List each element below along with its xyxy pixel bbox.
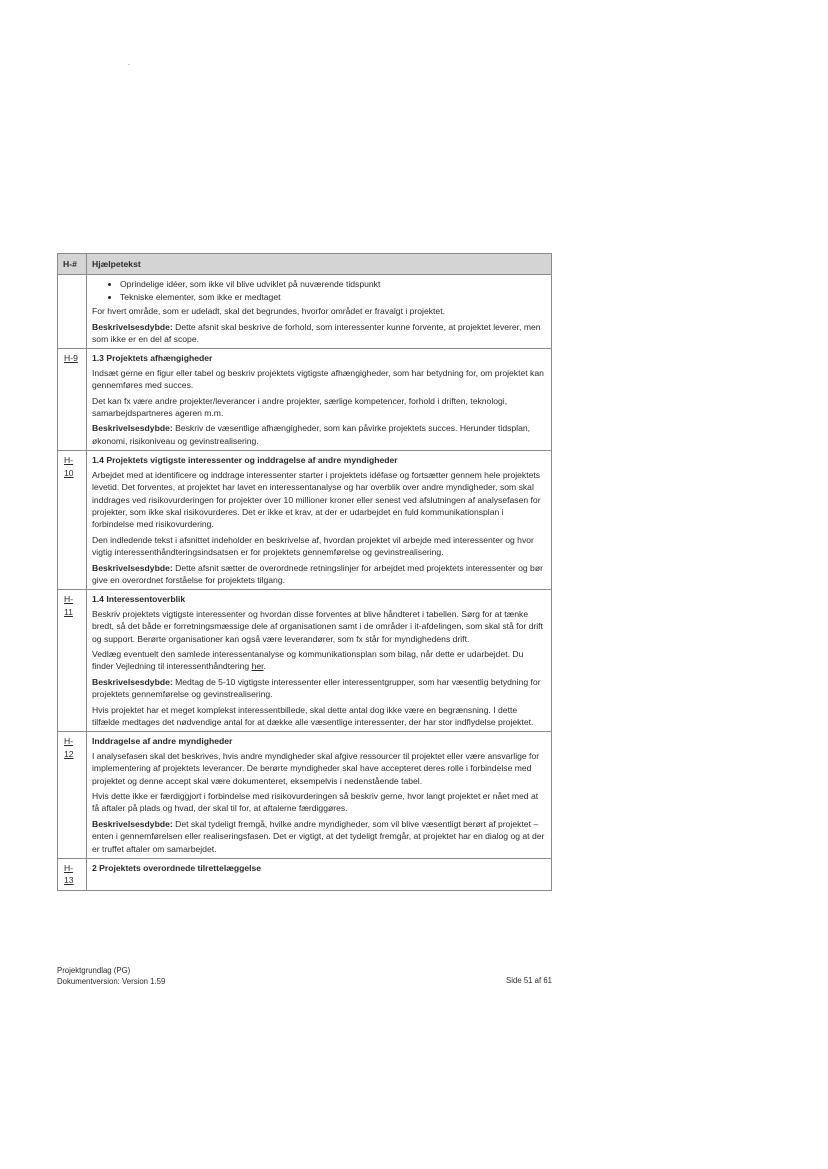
guide-link[interactable]: her	[251, 661, 264, 672]
paragraph: Den indledende tekst i afsnittet indeholder en beskrivelse af, hvordan projektet vil arbejde med interessenter og hvor vigtig interessenthåndteringsindsatsen er for projektets gennemførelse og gevinstrealisering.	[92, 534, 534, 558]
row-content	[87, 349, 552, 451]
table-row	[58, 349, 552, 451]
table-row	[58, 732, 552, 859]
row-id-link: H-13	[64, 863, 74, 886]
paragraph	[92, 676, 546, 701]
section-title: 1.4 Projektets vigtigste interessenter og inddragelse af andre myndigheder	[92, 455, 398, 466]
footer-page-number: Side 51 af 61	[506, 976, 552, 985]
depth-label: Beskrivelsesdybde:	[92, 321, 173, 332]
row-id	[58, 590, 87, 732]
paragraph: For hvert område, som er udeladt, skal det begrundes, hvorfor området er fravalgt i projektet.	[92, 306, 445, 317]
depth-label: Beskrivelsesdybde:	[92, 676, 173, 687]
paragraph	[92, 422, 546, 447]
paragraph: Hvis dette ikke er færdiggjort i forbindelse med risikovurderingen så beskriv gerne, hvor langt projektet er nået med at få aftaler på plads og hvad, der skal til for, at aftalerne færdiggøres.	[92, 791, 539, 814]
row-content	[87, 451, 552, 590]
header-id: H-#	[58, 254, 87, 275]
paragraph: Det kan fx være andre projekter/leverancer i andre projekter, særlige kompetencer, forhold i driften, teknologi, samarbejdspartneres ageren m.m.	[92, 395, 508, 419]
row-id-empty	[58, 275, 87, 349]
footer-doc-name: Projektgrundlag (PG)	[57, 966, 131, 975]
row-id-link: H-10	[64, 455, 74, 478]
footer-doc-version: Dokumentversion: Version 1.59	[57, 977, 166, 986]
table-row	[58, 859, 552, 891]
paragraph: Indsæt gerne en figur eller tabel og beskriv projektets vigtigste afhængigheder, som har betydning for, om projektet kan gennemføres med succes.	[92, 367, 544, 391]
table-row	[58, 275, 552, 349]
row-content	[87, 275, 552, 349]
row-content	[87, 590, 552, 732]
scan-mark	[128, 64, 130, 65]
row-id-link: H-12	[64, 736, 74, 759]
row-content	[87, 732, 552, 859]
section-title: 1.3 Projektets afhængigheder	[92, 353, 213, 364]
paragraph	[92, 321, 546, 346]
paragraph	[92, 562, 546, 587]
list-item: • Tekniske elementer, som ikke er medtaget	[120, 291, 546, 303]
table-row	[58, 590, 552, 732]
depth-text: Dette afsnit skal beskrive de forhold, som interessenter kunne forvente, at projektet leverer, men som ikke er en del af scope.	[92, 321, 541, 345]
paragraph: Hvis projektet har et meget komplekst interessentbillede, skal dette antal dog ikke være en begrænsning. I dette tilfælde medtages det nødvendige antal for at dække alle væsentlige interessenter, der har stor indflydelse projektet.	[92, 704, 534, 727]
row-id	[58, 859, 87, 891]
list-item: • Oprindelige idéer, som ikke vil blive udviklet på nuværende tidspunkt	[120, 278, 546, 290]
depth-text: Det skal tydeligt fremgå, hvilke andre myndigheder, som vil blive væsentligt berørt af projektet – enten i gennemførelsen eller realiseringsfasen. Det er vigtigt, at det tydeligt fremgår, at projektet har en dialog og at der er truffet aftaler om samarbejdet.	[92, 818, 545, 854]
row-id	[58, 732, 87, 859]
bullet-list	[92, 278, 546, 303]
depth-text: Beskriv de væsentlige afhængigheder, som kan påvirke projektets succes. Herunder tidsplan, økonomi, risikoniveau og gevinstrealisering.	[92, 423, 531, 446]
footer-doc-info	[57, 965, 165, 987]
row-id	[58, 349, 87, 451]
depth-text: Medtag de 5-10 vigtigste interessenter eller interessentgrupper, som har væsentlig betydning for projektets gennemførelse og gevinstrealisering.	[92, 676, 541, 700]
paragraph	[92, 818, 546, 855]
table-header-row	[58, 254, 552, 275]
row-id-link: H-9	[64, 353, 78, 364]
paragraph: Arbejdet med at identificere og inddrage interessenter starter i projektets idéfase og fortsætter gennem hele projektets levetid. Det forventes, at projektet har lavet en interessentanalyse og har overblik over andre myndigheder, som skal inddrages ved risikovurderingen for projekter over 10 millioner kroner eller senest ved afslutningen af analysefasen for projekter, som ikke skal risikovurderes. Det er ikke et krav, at der er udarbejdet en fuld kommunikationsplan i forbindelse med risikovurdering.	[92, 469, 541, 530]
section-title: 2 Projektets overordnede tilrettelæggelse	[92, 863, 262, 874]
help-text-table	[57, 253, 552, 891]
paragraph-text-end: .	[263, 661, 266, 672]
depth-text: Dette afsnit sætter de overordnede retningslinjer for arbejdet med projektets interessenter og bør give en overordnet forståelse for projektets tilgang.	[92, 562, 543, 585]
section-title: Inddragelse af andre myndigheder	[92, 736, 233, 747]
row-id	[58, 451, 87, 590]
row-id-link: H-11	[64, 594, 74, 617]
paragraph	[92, 648, 546, 673]
paragraph: I analysefasen skal det beskrives, hvis andre myndigheder skal afgive ressourcer til projektet eller være ansvarlige for implementering af projektets leverancer. De berørte myndigheder skal have accepteret deres rolle i forbindelse med projektet og denne accept skal være dokumenteret, eksempelvis i nedenstående tabel.	[92, 750, 540, 786]
depth-label: Beskrivelsesdybde:	[92, 818, 173, 829]
row-content	[87, 859, 552, 891]
paragraph: Beskriv projektets vigtigste interessenter og hvordan disse forventes at blive håndteret i tabellen. Sørg for at tænke bredt, så det både er forretningsmæssige dele af organisationen samt i de områder i it-afdelingen, som skal stå for drift og support. Berørte organisationer kan også være leverandører, som fx står for myndighedens drift.	[92, 608, 543, 644]
depth-label: Beskrivelsesdybde:	[92, 423, 173, 434]
table-row	[58, 451, 552, 590]
depth-label: Beskrivelsesdybde:	[92, 562, 173, 573]
paragraph-text: Vedlæg eventuelt den samlede interessentanalyse og kommunikationsplan som bilag, når dette er udarbejdet. Du finder Vejledning til interessenthåndtering	[92, 648, 524, 672]
header-helptext: Hjælpetekst	[87, 254, 552, 275]
section-title: 1.4 Interessentoverblik	[92, 594, 186, 605]
